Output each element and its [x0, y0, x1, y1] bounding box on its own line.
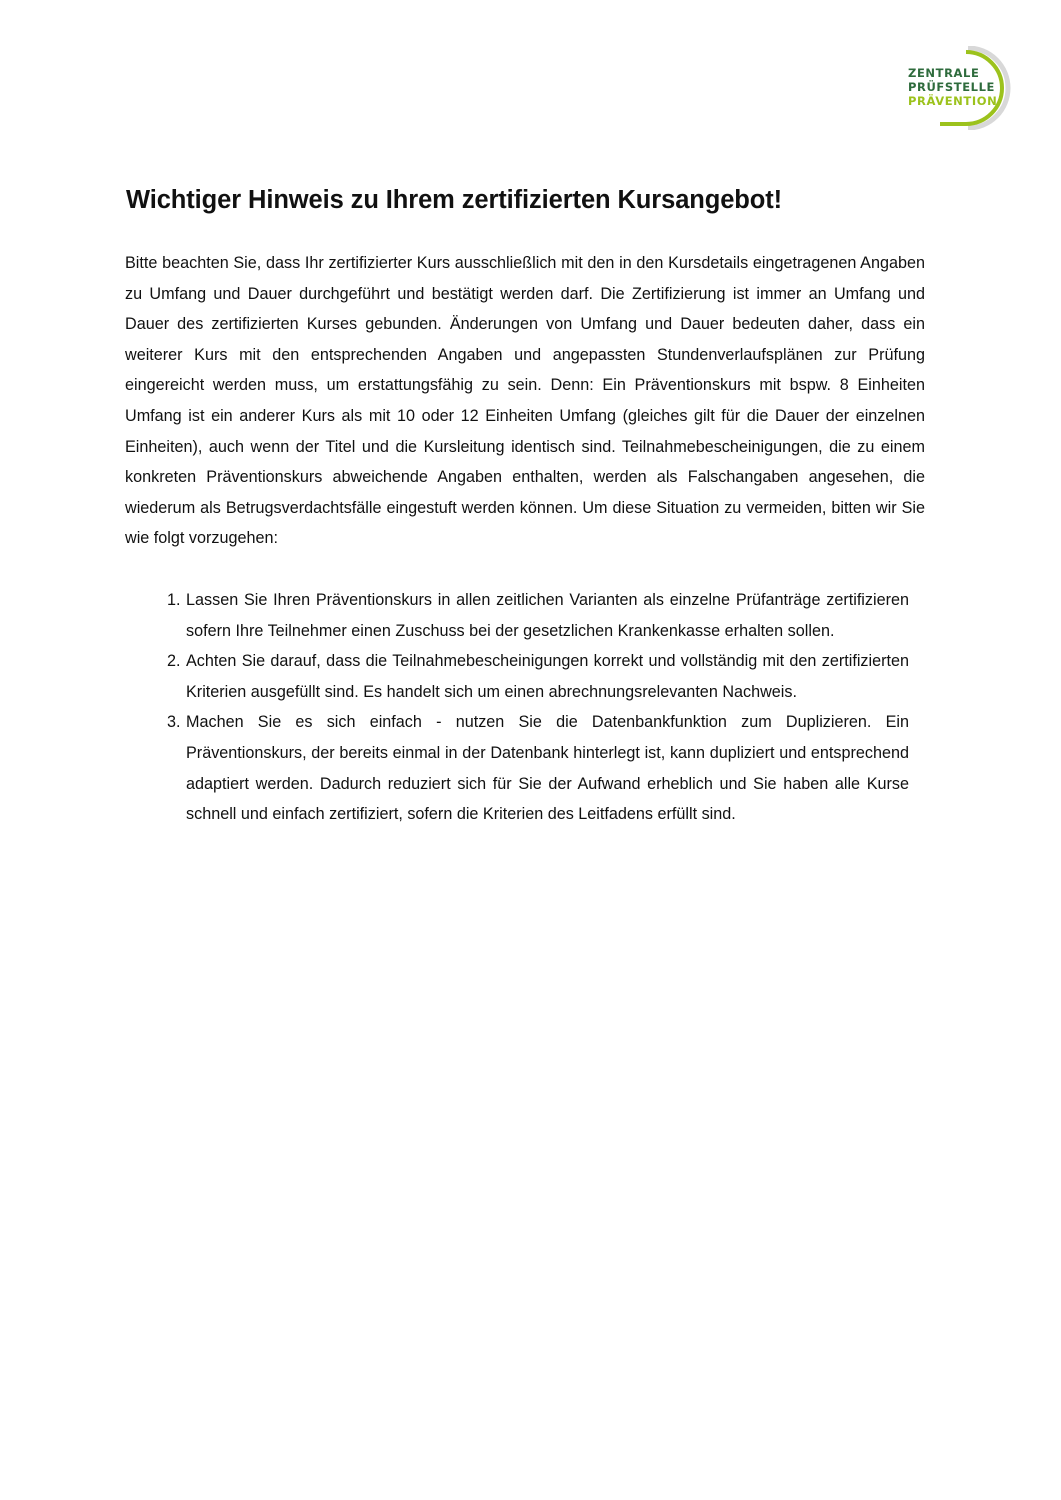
- list-item-text: Achten Sie darauf, dass die Teilnahmebescheinigungen korrekt und vollständig mit den zertifizierten Kriterien ausgefüllt sind. Es handelt sich um einen abrechnungsrelevanten Nachweis.: [186, 652, 909, 701]
- zpp-logo: [900, 46, 1012, 130]
- list-item-text: Machen Sie es sich einfach - nutzen Sie die Datenbankfunktion zum Duplizieren. Ein Präventionskurs, der bereits einmal in der Datenbank hinterlegt ist, kann dupliziert und entsprechend adaptiert werden. Dadurch reduziert sich für Sie der Aufwand erheblich und Sie haben alle Kurse schnell und einfach zertifiziert, sofern die Kriterien des Leitfadens erfüllt sind.: [186, 713, 909, 824]
- list-item: [160, 707, 909, 829]
- document-title: Wichtiger Hinweis zu Ihrem zertifizierten Kursangebot!: [126, 186, 783, 214]
- list-item-number: 2.: [167, 652, 181, 671]
- steps-list: [160, 585, 909, 830]
- list-item-number: 3.: [167, 713, 181, 732]
- logo-line-praevention: PRÄVENTION: [908, 94, 998, 108]
- list-item: [160, 585, 909, 646]
- logo-line-pruefstelle: PRÜFSTELLE: [908, 80, 995, 94]
- list-item-number: 1.: [167, 591, 181, 609]
- logo-line-zentrale: ZENTRALE: [908, 66, 980, 80]
- list-item: [160, 646, 909, 707]
- intro-paragraph: Bitte beachten Sie, dass Ihr zertifizierter Kurs ausschließlich mit den in den Kursdetails eingetragenen Angaben zu Umfang und Dauer durchgeführt und bestätigt werden darf. Die Zertifizierung ist immer an Umfang und Dauer des zertifizierten Kurses gebunden. Änderungen von Umfang und Dauer bedeuten daher, dass ein weiterer Kurs mit den entsprechenden Angaben und angepassten Stundenverlaufsplänen zur Prüfung eingereicht werden muss, um erstattungsfähig zu sein. Denn: Ein Präventionskurs mit bspw. 8 Einheiten Umfang ist ein anderer Kurs als mit 10 oder 12 Einheiten Umfang (gleiches gilt für die Dauer der einzelnen Einheiten), auch wenn der Titel und die Kursleitung identisch sind. Teilnahmebescheinigungen, die zu einem konkreten Präventionskurs abweichende Angaben enthalten, werden als Falschangaben angesehen, die wiederum als Betrugsverdachtsfälle eingestuft werden können. Um diese Situation zu vermeiden, bitten wir Sie wie folgt vorzugehen:: [125, 254, 925, 548]
- logo-wordmark: [908, 66, 997, 108]
- list-item-text: Lassen Sie Ihren Präventionskurs in allen zeitlichen Varianten als einzelne Prüfanträge zertifizieren sofern Ihre Teilnehmer einen Zuschuss bei der gesetzlichen Krankenkasse erhalten sollen.: [186, 591, 909, 640]
